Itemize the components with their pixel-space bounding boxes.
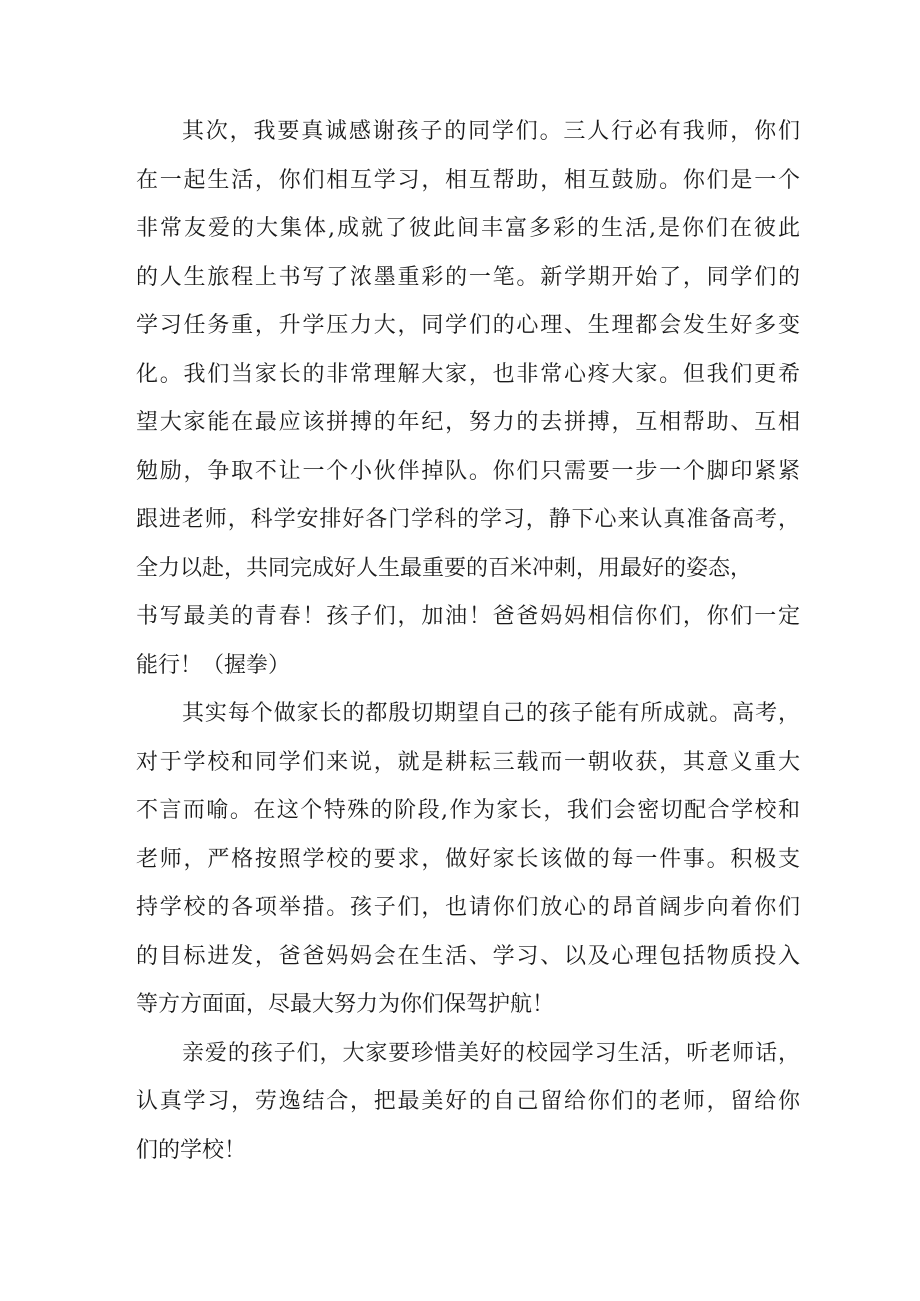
text-line: 在一起生活，你们相互学习，相互帮助，相互鼓励。你们是一个 <box>136 167 800 193</box>
text-line: 对于学校和同学们来说，就是耕耘三载而一朝收获，其意义重大 <box>136 749 800 775</box>
text-line: 化。我们当家长的非常理解大家，也非常心疼大家。但我们更希 <box>136 361 800 387</box>
text-line: 非常友爱的大集体,成就了彼此间丰富多彩的生活,是你们在彼此 <box>136 216 800 241</box>
text-line: 老师，严格按照学校的要求，做好家长该做的每一件事。积极支 <box>136 846 800 872</box>
text-line: 认真学习，劳逸结合，把最美好的自己留给你们的老师，留给你 <box>136 1089 800 1114</box>
paragraph-closing-advice <box>136 1030 800 1176</box>
text-line: 其实每个做家长的都殷切期望自己的孩子能有所成就。高考， <box>182 701 800 726</box>
text-line: 望大家能在最应该拼搏的年纪，努力的去拼搏，互相帮助、互相 <box>136 410 800 435</box>
text-line: 书写最美的青春！孩子们，加油！爸爸妈妈相信你们，你们一定 <box>136 604 800 629</box>
text-line: 全力以赴，共同完成好人生最重要的百米冲刺，用最好的姿态， <box>136 555 753 581</box>
text-line: 亲爱的孩子们，大家要珍惜美好的校园学习生活，听老师话， <box>182 1040 800 1066</box>
paragraph-thanks-classmates <box>136 108 800 690</box>
text-line: 能行！（握拳） <box>136 652 291 678</box>
document-body <box>136 108 800 1175</box>
text-line: 的目标进发，爸爸妈妈会在生活、学习、以及心理包括物质投入 <box>136 943 800 969</box>
text-line: 不言而喻。在这个特殊的阶段,作为家长，我们会密切配合学校和 <box>136 798 800 823</box>
paragraph-parents-support <box>136 690 800 1030</box>
text-line: 其次，我要真诚感谢孩子的同学们。三人行必有我师，你们 <box>182 119 800 144</box>
text-line: 等方方面面，尽最大努力为你们保驾护航！ <box>136 992 555 1017</box>
text-line: 持学校的各项举措。孩子们，也请你们放心的昂首阔步向着你们 <box>136 895 800 920</box>
text-line: 勉励，争取不让一个小伙伴掉队。你们只需要一步一个脚印紧紧 <box>136 458 800 484</box>
text-line: 的人生旅程上书写了浓墨重彩的一笔。新学期开始了，同学们的 <box>136 264 800 290</box>
text-line: 跟进老师，科学安排好各门学科的学习，静下心来认真准备高考， <box>136 507 800 532</box>
text-line: 们的学校！ <box>136 1137 247 1163</box>
text-line: 学习任务重，升学压力大，同学们的心理、生理都会发生好多变 <box>136 313 800 338</box>
